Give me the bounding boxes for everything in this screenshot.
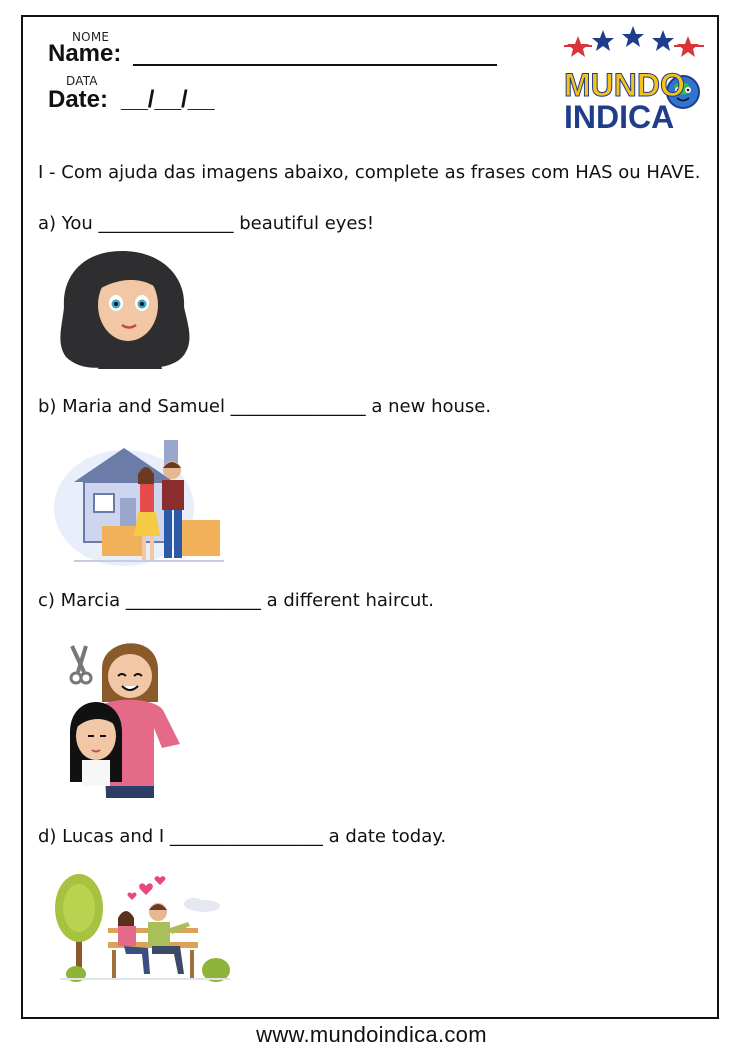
footer-website-link[interactable]: www.mundoindica.com	[256, 1022, 487, 1047]
girl-long-hair-illustration	[52, 247, 196, 375]
mundo-indica-logo	[558, 24, 718, 136]
question-d[interactable]: d) Lucas and I _________________ a date today.	[38, 826, 447, 847]
data-label: DATA	[66, 74, 98, 88]
hairdresser-cutting-hair-illustration	[62, 632, 184, 800]
date-blank[interactable]: __/__/__	[121, 86, 215, 113]
question-b[interactable]: b) Maria and Samuel _______________ a new house.	[38, 396, 492, 417]
date-label: Date:	[48, 86, 109, 113]
question-c[interactable]: c) Marcia _______________ a different haircut.	[38, 590, 435, 611]
couple-on-bench-illustration	[54, 868, 240, 984]
name-input-line[interactable]	[133, 64, 497, 66]
instruction-text: I - Com ajuda das imagens abaixo, complete as frases com HAS ou HAVE.	[38, 162, 701, 183]
logo-indica-text: INDICA	[564, 99, 675, 135]
scissors-icon	[71, 646, 91, 683]
heart-icon	[127, 876, 165, 900]
question-a[interactable]: a) You _______________ beautiful eyes!	[38, 213, 375, 234]
nome-label: NOME	[72, 30, 110, 44]
couple-new-house-illustration	[54, 438, 230, 568]
logo-mundo-text: MUNDO	[564, 67, 685, 103]
star-icon	[564, 26, 704, 57]
name-label: Name:	[48, 40, 122, 67]
